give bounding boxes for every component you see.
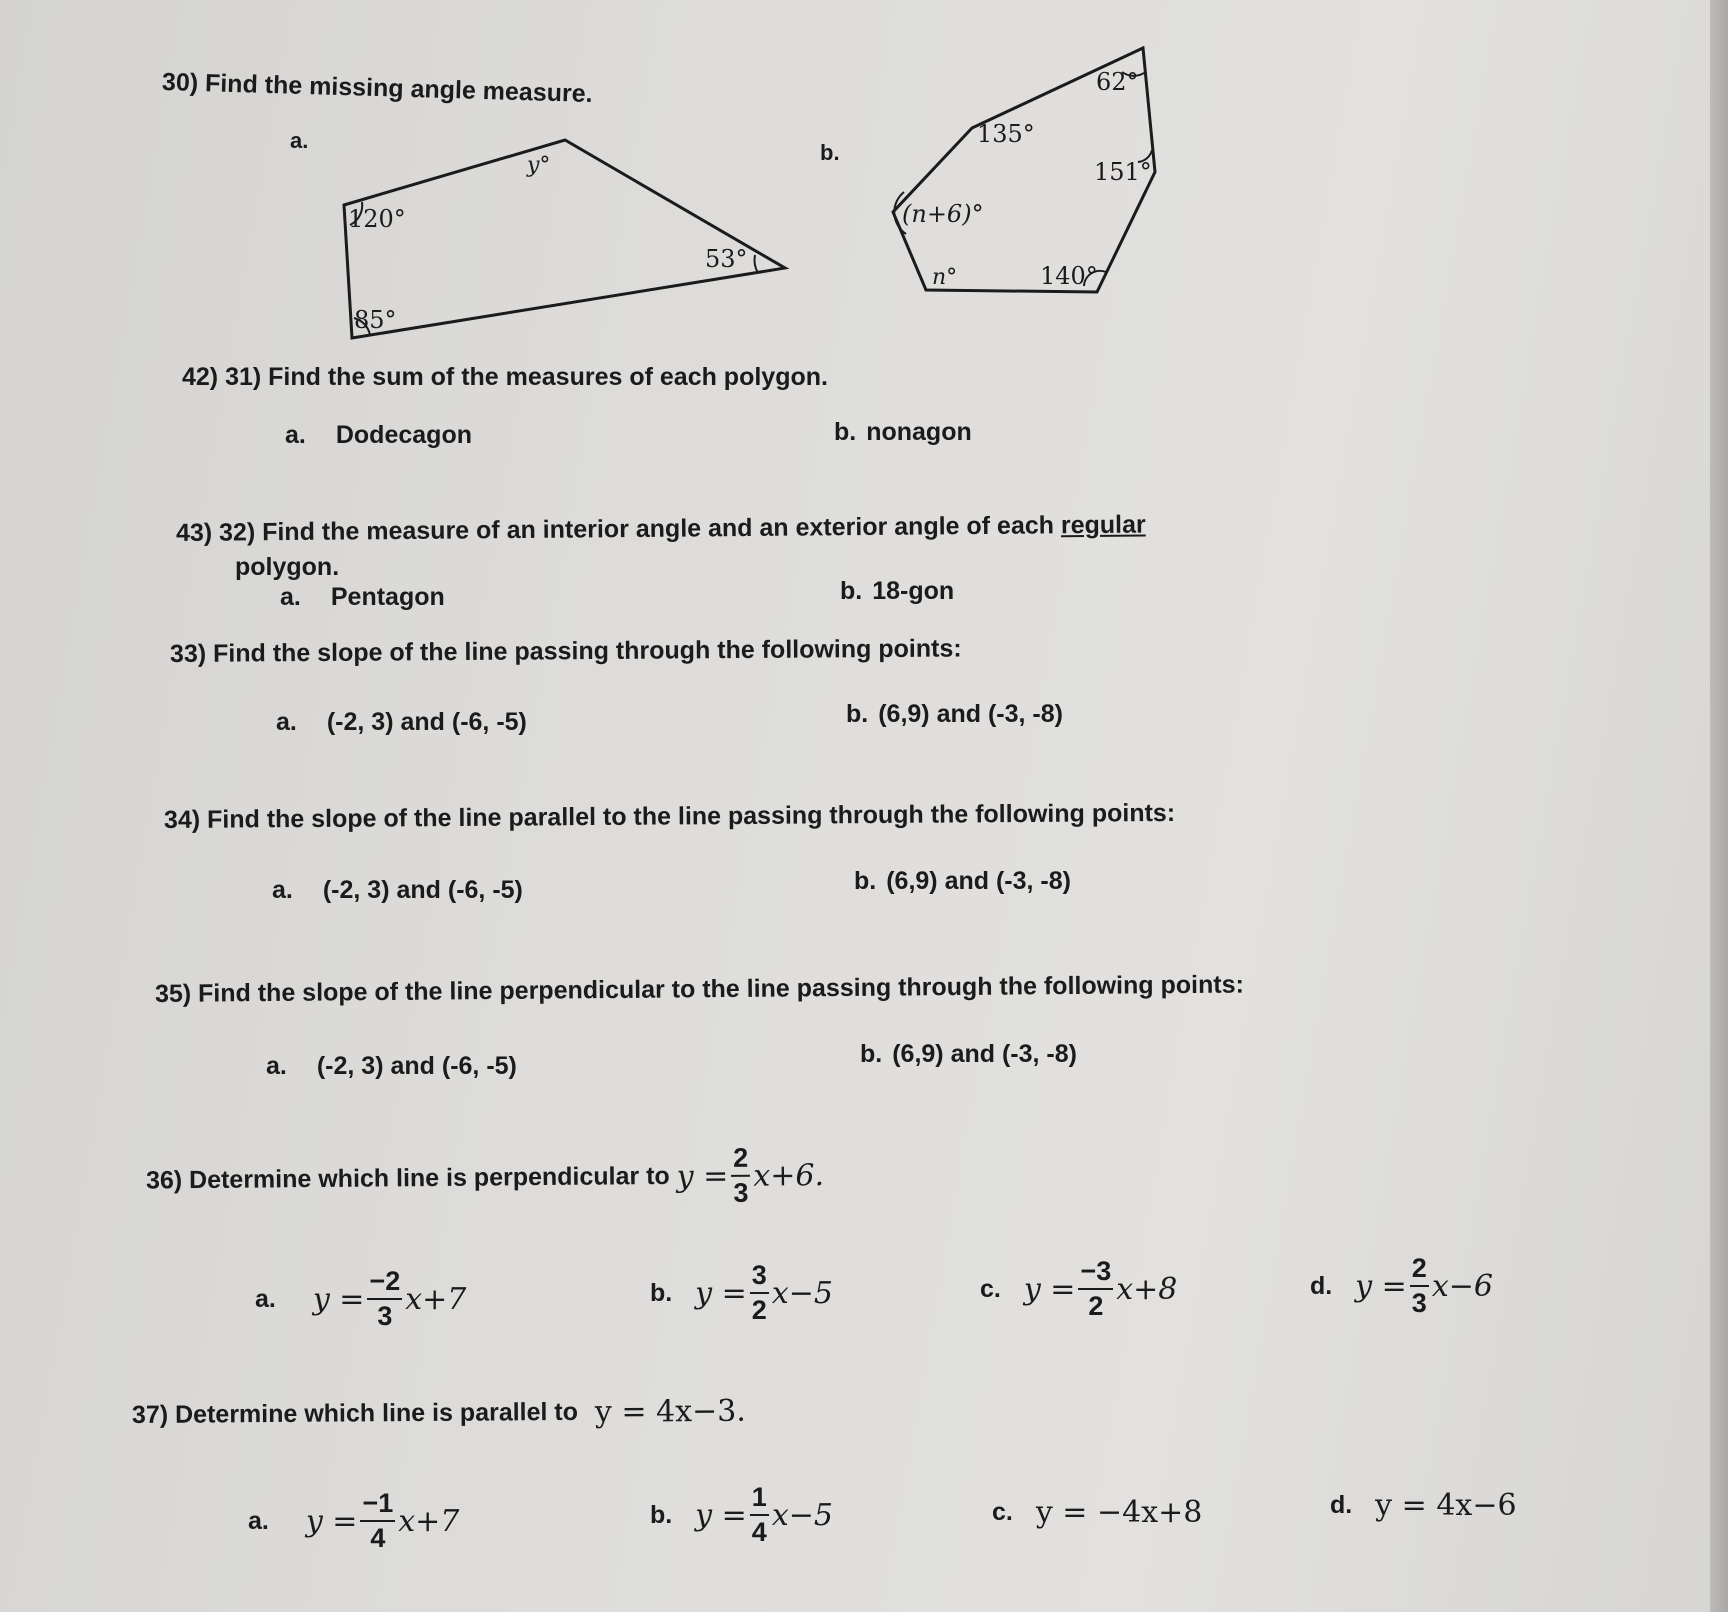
fraction-numerator: 2 — [1410, 1255, 1429, 1287]
angle-label-120: 120° — [348, 205, 406, 233]
fraction-numerator: −2 — [367, 1268, 402, 1300]
q34-title: 34) Find the slope of the line parallel to the line passing through the following points: — [163, 798, 1176, 834]
option-text: (-2, 3) and (-6, -5) — [316, 1052, 517, 1080]
fraction — [1410, 1255, 1429, 1317]
eq-lhs: y = — [1355, 1268, 1407, 1304]
fraction-denominator: 2 — [751, 1295, 767, 1325]
q32-option-a — [280, 583, 445, 612]
q35-title: 35) Find the slope of the line perpendicular to the line passing through the following points: — [154, 970, 1244, 1008]
option-text: 18-gon — [872, 577, 955, 605]
q36-option-a — [255, 1268, 466, 1330]
option-equation — [695, 1262, 833, 1324]
q37-option-a — [248, 1490, 459, 1552]
fraction — [1078, 1258, 1113, 1320]
angle-label-135: 135° — [977, 120, 1035, 148]
fraction — [750, 1484, 769, 1546]
q30-label-b: b. — [820, 140, 840, 165]
option-letter: a. — [280, 583, 301, 611]
fraction-denominator: 3 — [377, 1301, 393, 1331]
option-equation — [1024, 1258, 1178, 1320]
angle-label-85: 85° — [354, 306, 397, 334]
eq-rest: x+6. — [753, 1157, 825, 1194]
fraction-denominator: 4 — [751, 1517, 767, 1547]
fraction-numerator: 3 — [750, 1262, 769, 1294]
option-letter: a. — [266, 1052, 287, 1080]
option-text: Dodecagon — [335, 421, 472, 449]
q32-title-text: 43) 32) Find the measure of an interior angle and an exterior angle of each — [175, 511, 1055, 547]
option-letter: a. — [248, 1506, 269, 1535]
option-letter: a. — [285, 421, 306, 449]
fraction — [731, 1142, 751, 1208]
q35-option-b — [860, 1040, 1077, 1069]
option-letter: a. — [276, 708, 297, 736]
q33-option-b — [846, 700, 1063, 729]
fraction-numerator: −3 — [1078, 1258, 1113, 1290]
q32-title-line1 — [176, 511, 1146, 548]
eq-rest: x+7 — [398, 1503, 460, 1539]
option-letter: b. — [854, 867, 877, 895]
option-equation — [306, 1490, 460, 1552]
option-equation — [1355, 1255, 1493, 1317]
angle-label-62: 62° — [1096, 68, 1139, 96]
fraction-denominator: 3 — [1411, 1288, 1427, 1318]
option-text: nonagon — [866, 418, 972, 446]
option-letter: c. — [980, 1274, 1001, 1303]
option-letter: d. — [1310, 1271, 1333, 1300]
q31-option-a — [285, 421, 472, 450]
option-text: (6,9) and (-3, -8) — [886, 867, 1071, 895]
eq-rest: x−6 — [1431, 1268, 1493, 1304]
eq-lhs: y = — [1023, 1271, 1076, 1307]
fraction-numerator: 1 — [750, 1484, 769, 1516]
q36-equation — [676, 1144, 824, 1207]
quadrilateral-figure — [330, 130, 800, 350]
option-equation — [695, 1484, 833, 1546]
eq-lhs: y = — [695, 1275, 747, 1311]
q30-title: 30) Find the missing angle measure. — [161, 68, 593, 109]
q32-title-line2: polygon. — [235, 553, 340, 581]
angle-label-n: n° — [932, 265, 958, 290]
eq-lhs: y = — [305, 1503, 358, 1539]
angle-label-140: 140° — [1040, 262, 1098, 290]
angle-label-n-plus-6: (n+6)° — [902, 200, 984, 228]
eq-rest: x+8 — [1116, 1271, 1178, 1307]
option-text: (-2, 3) and (-6, -5) — [326, 708, 527, 736]
q36-option-c — [980, 1258, 1177, 1320]
q36-title-text: 36) Determine which line is perpendicular to — [145, 1161, 670, 1195]
angle-label-53: 53° — [705, 245, 748, 273]
q31-option-b — [834, 418, 972, 447]
option-letter: b. — [840, 577, 863, 605]
q35-option-a — [266, 1052, 517, 1081]
fraction-denominator: 3 — [733, 1177, 749, 1208]
eq-rest: x−5 — [771, 1275, 833, 1311]
q32-option-b — [840, 577, 954, 606]
eq-lhs: y = — [695, 1497, 747, 1533]
fraction-denominator: 2 — [1088, 1291, 1104, 1321]
hexagon-figure — [880, 40, 1180, 300]
option-letter: b. — [846, 700, 869, 728]
angle-label-y: y° — [527, 153, 551, 178]
option-letter: d. — [1330, 1491, 1353, 1519]
q37-option-b — [650, 1484, 833, 1546]
option-equation: y = −4x+8 — [1035, 1495, 1203, 1530]
eq-lhs: y = — [676, 1158, 729, 1194]
page-edge-shadow — [1710, 0, 1728, 1612]
fraction — [367, 1268, 402, 1330]
q34-option-b — [854, 867, 1071, 896]
fraction-numerator: 2 — [731, 1145, 750, 1177]
eq-rest: x+7 — [405, 1281, 467, 1317]
option-letter: a. — [272, 876, 293, 904]
q33-title: 33) Find the slope of the line passing through the following points: — [169, 634, 962, 668]
option-letter: c. — [992, 1498, 1013, 1526]
q37-equation: y = 4x−3. — [594, 1393, 746, 1430]
angle-label-151: 151° — [1094, 158, 1152, 186]
q36-title — [146, 1144, 825, 1212]
eq-lhs: y = — [312, 1281, 365, 1317]
option-letter: b. — [650, 1278, 673, 1307]
option-equation: y = 4x−6 — [1375, 1488, 1517, 1523]
option-text: (-2, 3) and (-6, -5) — [322, 876, 523, 904]
option-text: Pentagon — [330, 583, 445, 611]
q30-label-a: a. — [290, 128, 309, 153]
option-equation — [313, 1268, 467, 1330]
option-letter: a. — [255, 1284, 276, 1313]
q37-title — [132, 1394, 746, 1433]
fraction — [360, 1490, 395, 1552]
q32-underlined-word: regular — [1060, 510, 1146, 540]
option-text: (6,9) and (-3, -8) — [878, 700, 1063, 728]
q34-option-a — [272, 876, 523, 905]
q37-title-text: 37) Determine which line is parallel to — [131, 1397, 579, 1429]
fraction-denominator: 4 — [370, 1523, 386, 1553]
fraction-numerator: −1 — [360, 1490, 395, 1522]
q33-option-a — [276, 708, 527, 737]
q37-option-d — [1330, 1488, 1517, 1523]
q37-option-c — [992, 1495, 1202, 1530]
fraction — [750, 1262, 769, 1324]
eq-rest: x−5 — [771, 1497, 833, 1533]
option-letter: b. — [650, 1500, 673, 1529]
q36-option-b — [650, 1262, 833, 1324]
q36-option-d — [1310, 1255, 1493, 1317]
option-letter: b. — [860, 1040, 883, 1068]
option-text: (6,9) and (-3, -8) — [892, 1040, 1077, 1068]
q31-title: 42) 31) Find the sum of the measures of each polygon. — [182, 363, 828, 391]
option-letter: b. — [834, 418, 857, 446]
